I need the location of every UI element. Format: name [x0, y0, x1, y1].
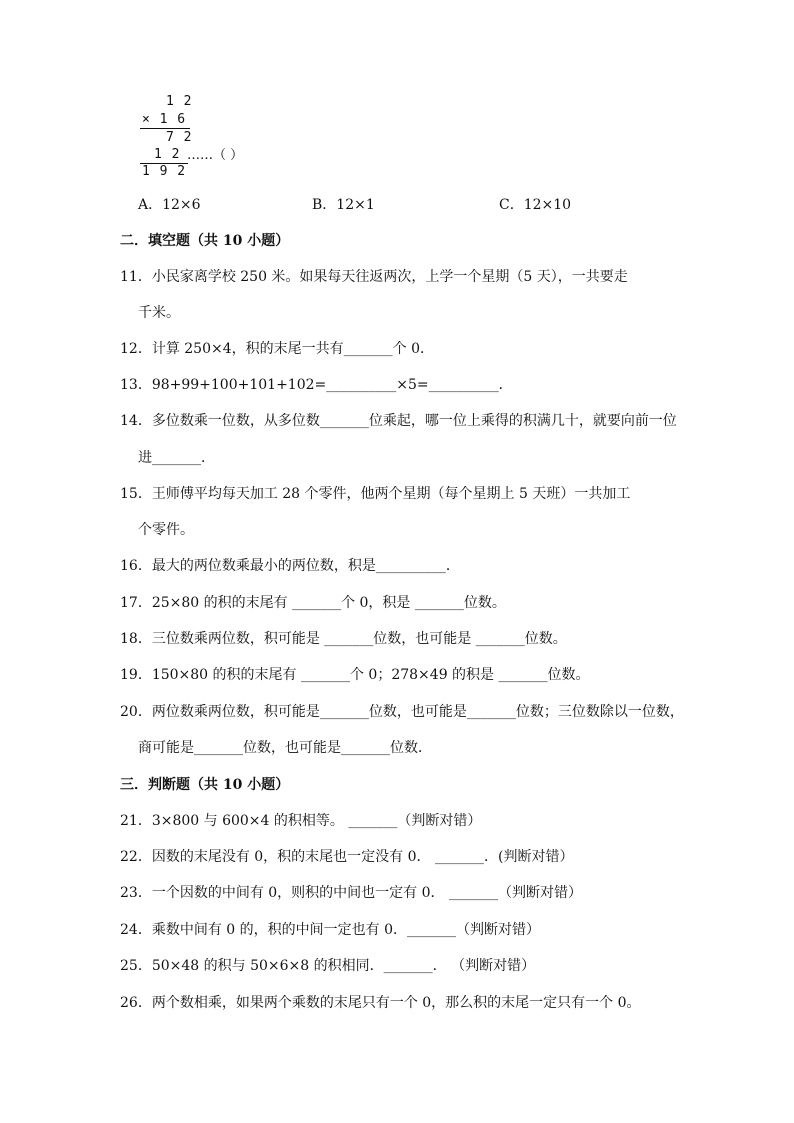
question-24: 24．乘数中间有 0 的，积的中间一定也有 0．_______（判断对错） [120, 922, 540, 938]
section-2-heading: 二．填空题（共 10 小题） [120, 233, 290, 249]
question-12: 12．计算 250×4，积的末尾一共有_______个 0． [120, 341, 434, 357]
calc-line-2: × 1 6 [142, 112, 187, 127]
option-a: A．12×6 [138, 197, 201, 213]
question-22: 22．因数的末尾没有 0，积的末尾也一定没有 0． _______．(判断对错） [120, 849, 574, 865]
question-23: 23．一个因数的中间有 0，则积的中间也一定有 0． _______（判断对错） [120, 885, 582, 901]
calc-line-3: 7 2 [166, 130, 193, 145]
option-b: B．12×1 [312, 197, 375, 213]
question-26: 26．两个数相乘，如果两个乘数的末尾只有一个 0，那么积的末尾一定只有一个 0。 [120, 995, 641, 1011]
question-11-line-1: 11．小民家离学校 250 米。如果每天往返两次，上学一个星期（5 天），一共要走 [120, 269, 628, 285]
question-18: 18．三位数乘两位数，积可能是 _______位数，也可能是 _______位数。 [120, 631, 567, 647]
option-c: C．12×10 [499, 197, 572, 213]
question-14-line-2: 进_______． [138, 450, 215, 466]
question-25: 25．50×48 的积与 50×6×8 的积相同．_______． （判断对错） [120, 958, 536, 974]
question-20-line-2: 商可能是_______位数，也可能是_______位数． [138, 740, 432, 756]
question-13: 13．98+99+100+101+102=__________×5=__________． [120, 377, 513, 393]
question-21: 21．3×800 与 600×4 的积相等。 _______（判断对错） [120, 813, 482, 829]
calc-answer-blank: ……（ ） [187, 148, 244, 163]
question-15-line-1: 15．王师傅平均每天加工 28 个零件，他两个星期（每个星期上 5 天班）一共加工 [120, 486, 631, 502]
question-11-line-2: 千米。 [138, 305, 180, 321]
section-3-heading: 三．判断题（共 10 小题） [120, 777, 290, 793]
question-19: 19．150×80 的积的末尾有 _______个 0；278×49 的积是 _______位数。 [120, 667, 590, 683]
calc-line-5: 1 9 2 [142, 164, 187, 179]
question-16: 16．最大的两位数乘最小的两位数，积是__________． [120, 558, 460, 574]
question-20-line-1: 20．两位数乘两位数，积可能是_______位数，也可能是_______位数；三位数除以一位数， [120, 704, 684, 720]
question-14-line-1: 14．多位数乘一位数，从多位数_______位乘起，哪一位上乘得的积满几十，就要向前一位 [120, 413, 677, 429]
question-17: 17．25×80 的积的末尾有 _______个 0，积是 _______位数。 [120, 595, 506, 611]
calc-line-1: 1 2 [166, 94, 193, 109]
calc-line-4: 1 2 [154, 147, 181, 162]
question-15-line-2: 个零件。 [138, 522, 194, 538]
